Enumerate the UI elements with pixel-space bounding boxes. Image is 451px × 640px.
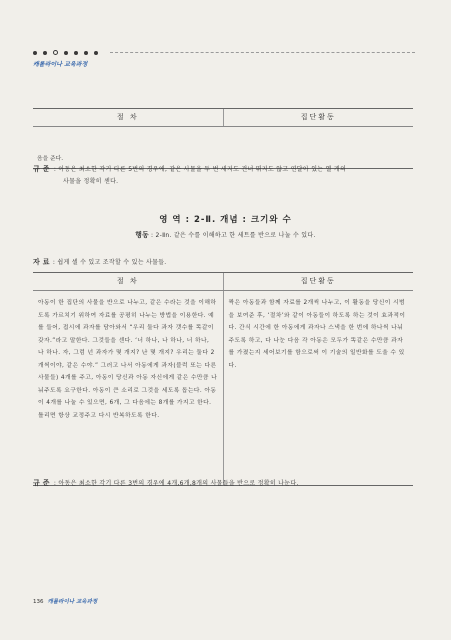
criterion-1 bbox=[33, 163, 413, 188]
table1-row-text: 음을 준다. bbox=[33, 147, 413, 169]
table2-body bbox=[33, 291, 413, 486]
materials-text: : 쉽게 셀 수 있고 조작할 수 있는 사물들. bbox=[52, 259, 167, 266]
procedure-table-1 bbox=[33, 108, 413, 169]
criterion-2 bbox=[33, 477, 413, 490]
table2-procedure-text: 아동이 한 집단의 사물을 반으로 나누고, 같은 수라는 것을 이해하도록 가르치기 위하여 자료를 공평히 나누는 방법을 이용한다. 예를 들어, 접시에 과자를 담아와서 “우리 둘다 과자 갯수를 똑같이 갖자.”라고 말한다. 그것들을 센다. ‘너 하나, 나 하나, 너 하나, 나 하나. 자, 그럼 넌 과자가 몇 개지? 난 몇 개지? 우리는 둘다 2개씩이야, 같은 수야.” 그러고 나서 아동에게 과자(블럭 또는 다른 사물들) 4개를 주고, 아동이 당신과 아동 자신에게 같은 수만큼 나눠주도록 요구한다. 아동이 큰 소리로 그것을 세도록 돕는다. 아동이 4개를 나눌 수 있으면, 6개, 그 다음에는 8개를 가지고 한다. 틀리면 항상 교정주고 다시 반복하도록 한다. bbox=[38, 300, 218, 419]
table1-col-procedure-header: 절 차 bbox=[116, 113, 139, 121]
table2-col-procedure-header: 절 차 bbox=[116, 277, 139, 285]
materials-line bbox=[33, 257, 167, 267]
footer-book-title: 캐롤라이나 교육과정 bbox=[47, 599, 98, 605]
table2-group-activity-text: 짝은 아동들과 함께 자료를 2개씩 나누고, 이 활동을 당신이 시범을 보여준 후, ‘절차’와 같이 아동들이 하도록 하는 것이 효과적이다. 간식 시간에 한 아동에게 과자나 스낵을 한 번에 하나씩 나눠주도록 하고, 다 나눈 다음 각 아동은 모두가 똑같은 수만큼 과자를 가졌는지 세어보기를 함으로써 이 기술의 일반화를 도울 수 있다. bbox=[228, 300, 406, 369]
section-title: 영 역 : 2-Ⅱ. 개념 : 크기와 수 bbox=[159, 215, 292, 225]
criterion-1-line2: 사물을 정확히 센다. bbox=[63, 178, 119, 185]
table2-header-row bbox=[33, 273, 413, 291]
procedure-table-2 bbox=[33, 272, 413, 486]
criterion-2-text: : 아동은 최소한 각기 다른 3번의 경우에 4개,6개,8개의 사물들을 반으로 정확히 나눈다. bbox=[53, 480, 299, 487]
table1-body-band bbox=[33, 127, 413, 147]
criterion-2-label: 규 준 bbox=[33, 479, 50, 487]
header-dots-decoration bbox=[33, 50, 98, 55]
table2-col-group-header: 집단활동 bbox=[300, 277, 336, 285]
criterion-1-line1: : 아동은 최소한 각기 다른 5번의 경우에, 같은 사물을 두 번 세지도 건너 뛰지도 않고 연달아 있는 열 개의 bbox=[53, 166, 347, 173]
table1-header-row bbox=[33, 109, 413, 127]
section-behavior bbox=[0, 229, 451, 239]
section-behavior-label: 행동 bbox=[135, 231, 150, 239]
criterion-1-label: 규 준 bbox=[33, 165, 50, 173]
page-number: 136 bbox=[33, 599, 44, 605]
materials-label: 자 료 bbox=[33, 258, 50, 266]
section-behavior-text: : 2-Ⅱn. 같은 수를 이해하고 한 세트를 반으로 나눌 수 있다. bbox=[151, 232, 316, 239]
page-footer bbox=[33, 597, 97, 605]
table1-col-group-header: 집단활동 bbox=[300, 113, 336, 121]
header-book-title: 캐롤라이나 교육과정 bbox=[33, 61, 88, 68]
header-rule bbox=[110, 52, 415, 53]
